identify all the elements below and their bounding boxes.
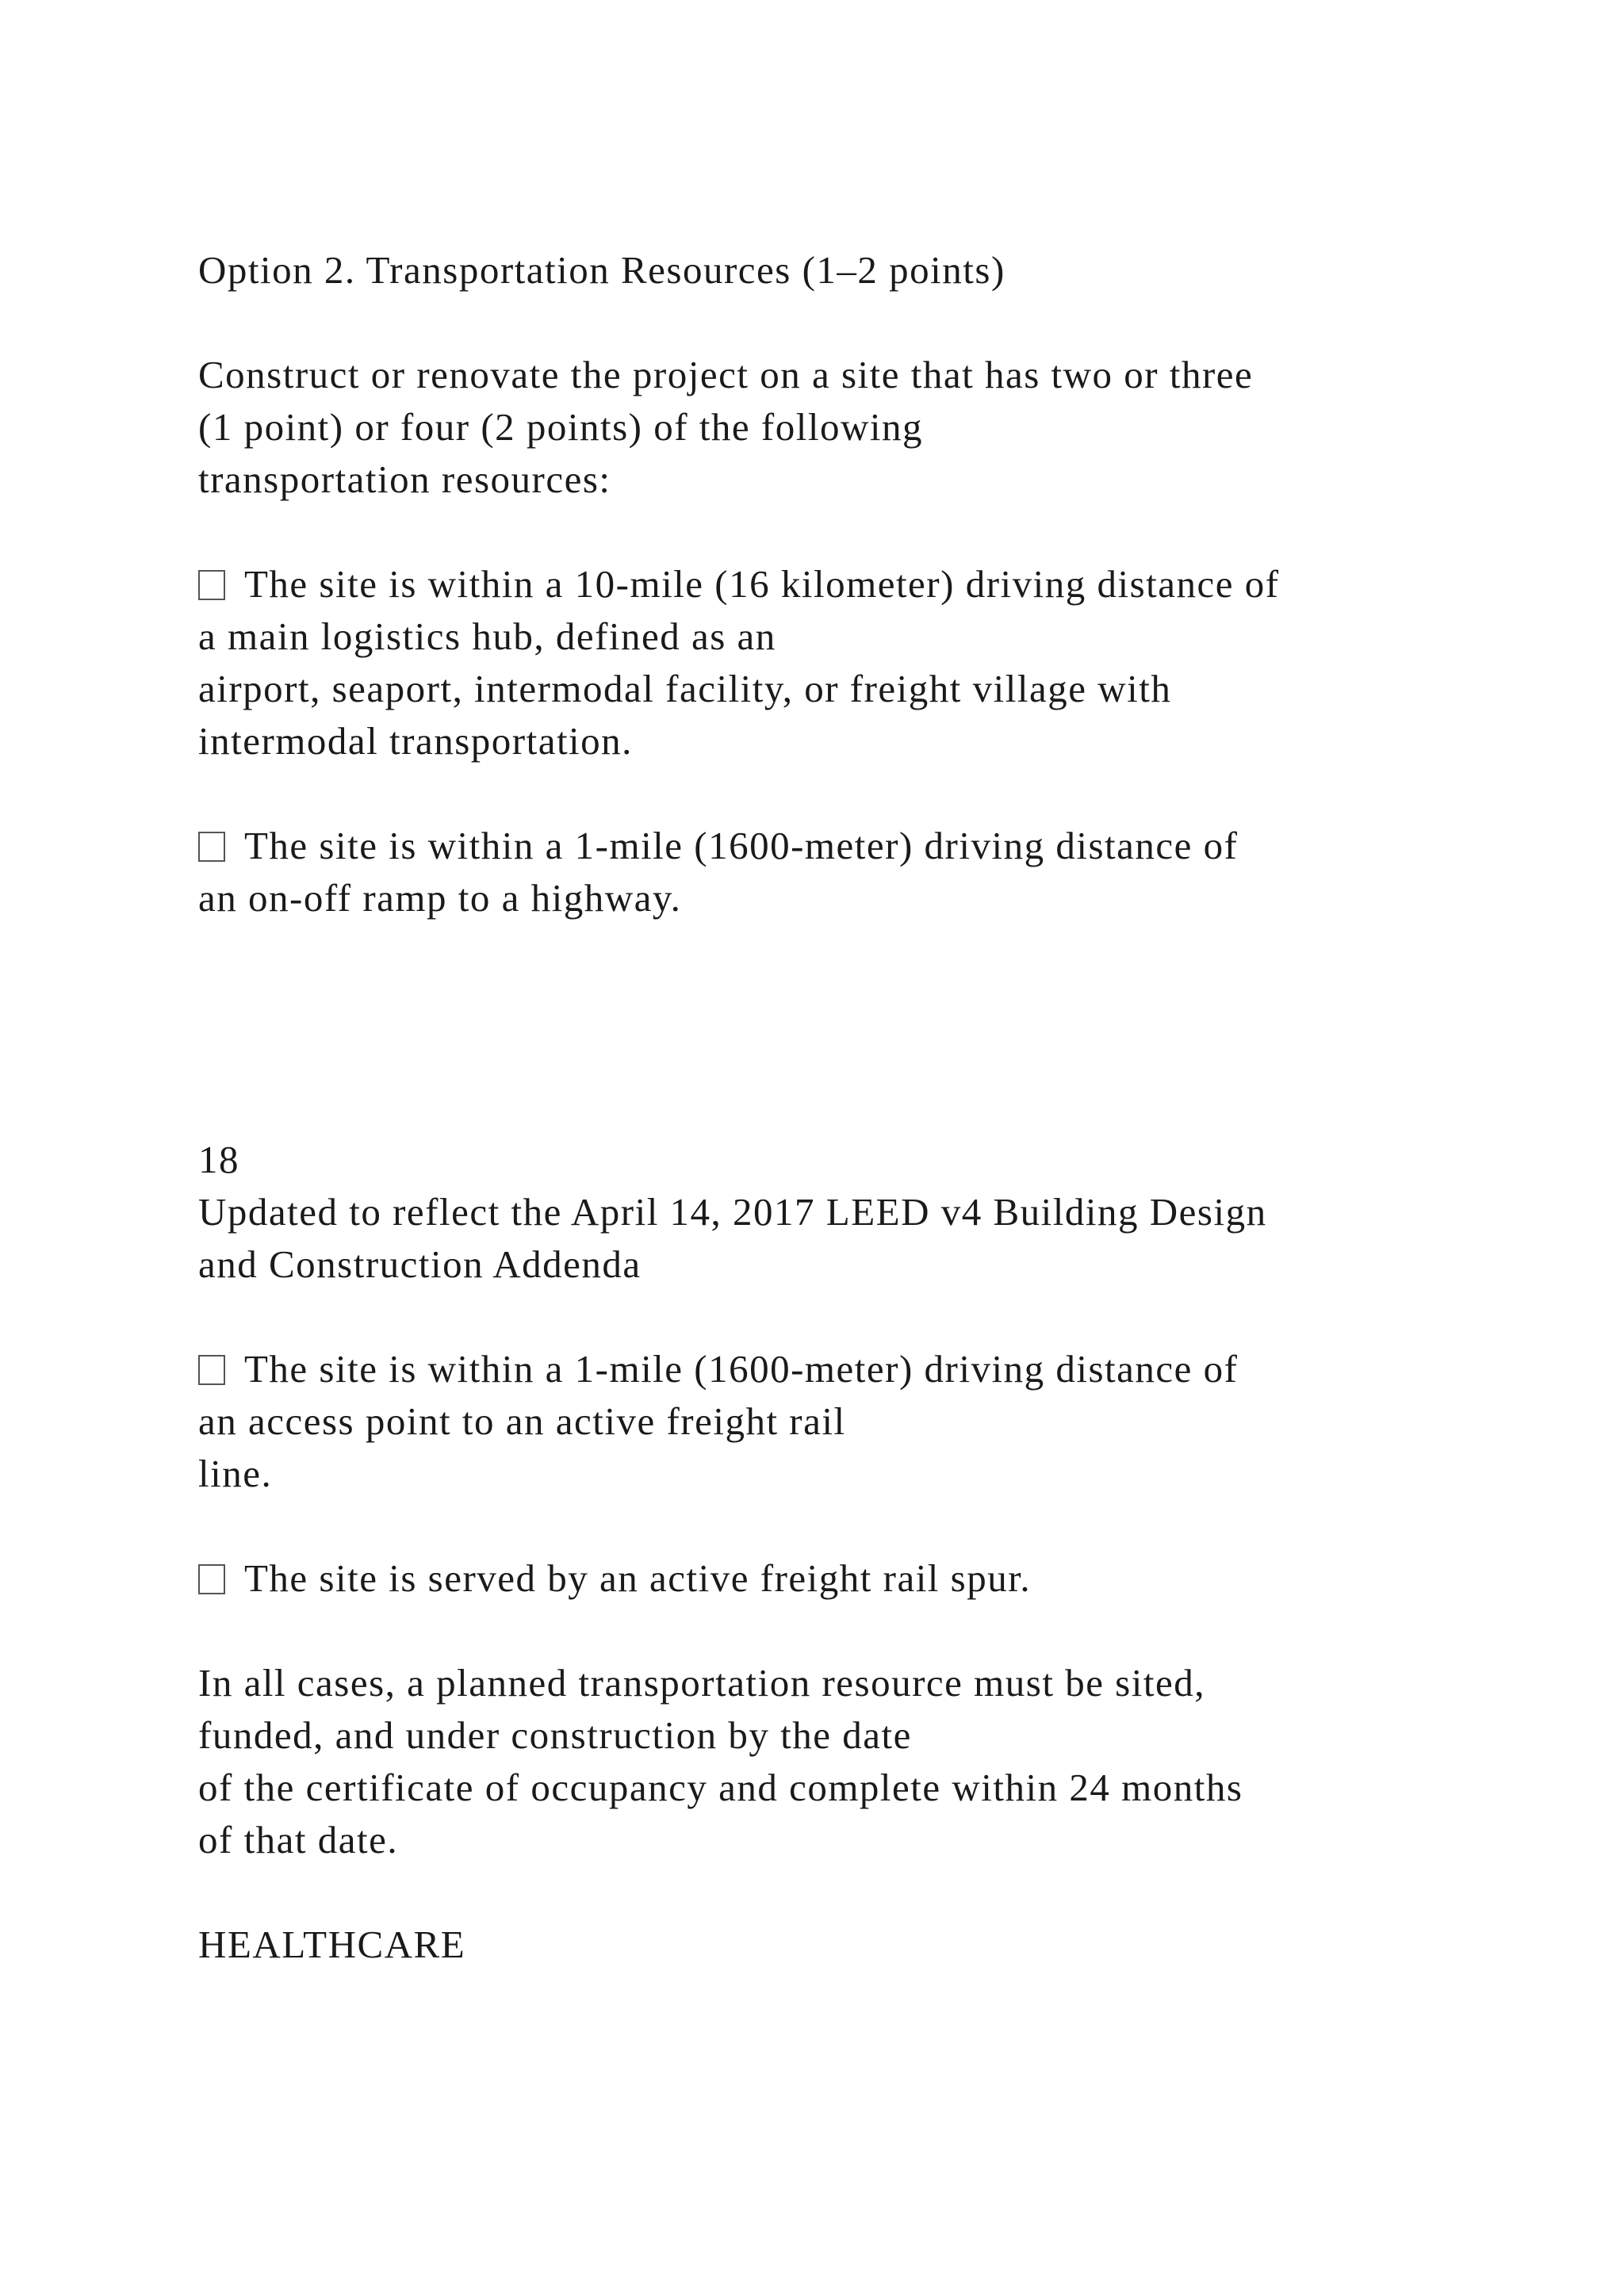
footer-line: Updated to reflect the April 14, 2017 LEED v4 Building Design <box>198 1190 1267 1234</box>
intro-line: Construct or renovate the project on a site that has two or three <box>198 353 1254 396</box>
spacer <box>198 1866 1546 1919</box>
bullet-text: line. <box>198 1452 273 1495</box>
spacer <box>198 1605 1546 1657</box>
page-number: 18 <box>198 1138 239 1181</box>
bullet-text: The site is within a 1-mile (1600-meter) driving distance of <box>244 1347 1239 1391</box>
spacer <box>198 1500 1546 1552</box>
intro-paragraph <box>198 349 1546 506</box>
spacer <box>198 767 1546 820</box>
missing-glyph-icon <box>198 1564 225 1594</box>
bullet-text: The site is within a 1-mile (1600-meter) driving distance of <box>244 824 1239 867</box>
bullet-text: an on-off ramp to a highway. <box>198 876 682 920</box>
bullet-item-highway-ramp <box>198 820 1546 924</box>
bullet-text: a main logistics hub, defined as an <box>198 614 776 658</box>
bullet-item-rail-access <box>198 1343 1546 1500</box>
closing-paragraph <box>198 1657 1546 1866</box>
footer-line: and Construction Addenda <box>198 1242 642 1286</box>
section-heading: HEALTHCARE <box>198 1923 466 1966</box>
closing-line: In all cases, a planned transportation resource must be sited, <box>198 1661 1205 1705</box>
intro-line: transportation resources: <box>198 457 611 501</box>
closing-line: of that date. <box>198 1818 399 1862</box>
missing-glyph-icon <box>198 832 225 862</box>
bullet-item-rail-spur <box>198 1552 1546 1605</box>
spacer <box>198 1291 1546 1343</box>
bullet-text: The site is within a 10-mile (16 kilometer) driving distance of <box>244 562 1280 606</box>
spacer <box>198 506 1546 558</box>
missing-glyph-icon <box>198 570 225 600</box>
bullet-text: airport, seaport, intermodal facility, or freight village with <box>198 667 1172 710</box>
bullet-text: an access point to an active freight rail <box>198 1399 846 1443</box>
bullet-item-logistics-hub <box>198 558 1546 767</box>
closing-line: of the certificate of occupancy and complete within 24 months <box>198 1766 1243 1809</box>
bullet-text: The site is served by an active freight rail spur. <box>244 1556 1032 1600</box>
closing-line: funded, and under construction by the date <box>198 1713 912 1757</box>
spacer <box>198 297 1546 349</box>
intro-line: (1 point) or four (2 points) of the following <box>198 405 923 449</box>
option-heading: Option 2. Transportation Resources (1–2 points) <box>198 248 1005 292</box>
missing-glyph-icon <box>198 1355 225 1385</box>
document-page <box>198 244 1546 1971</box>
page-footer <box>198 1186 1546 1291</box>
spacer <box>198 924 1546 1134</box>
bullet-text: intermodal transportation. <box>198 719 633 763</box>
